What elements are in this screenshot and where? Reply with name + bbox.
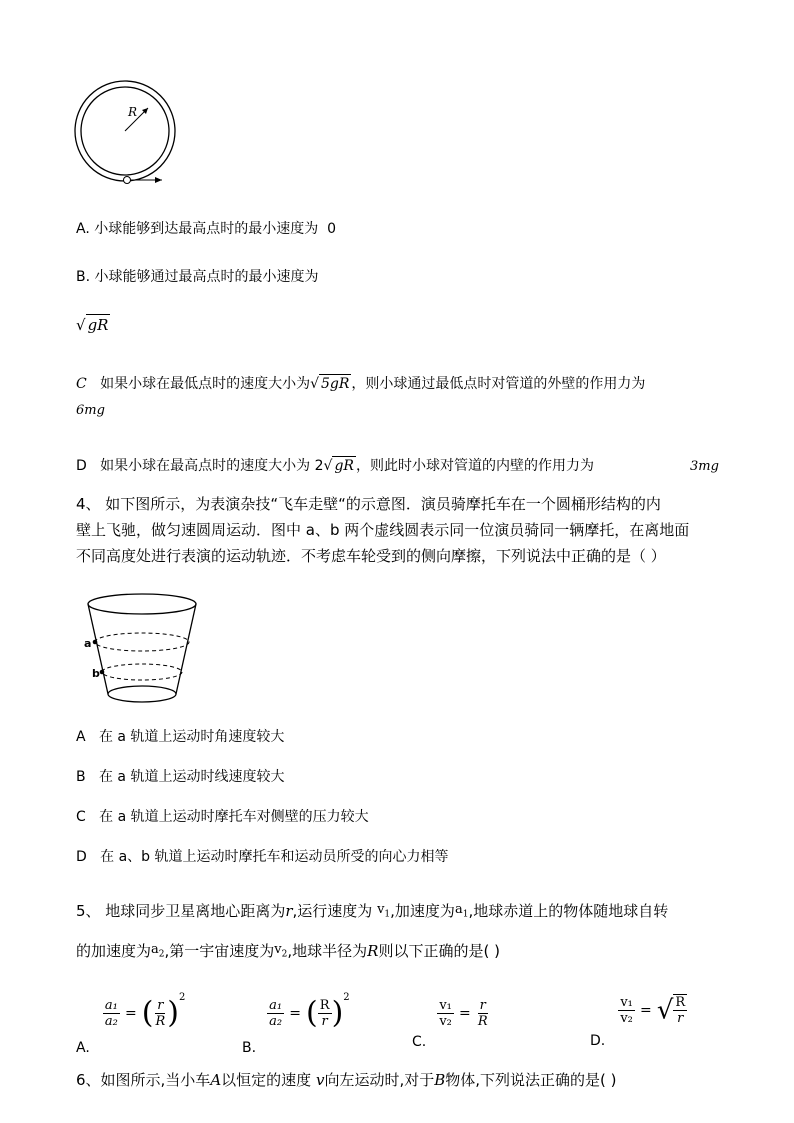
circular-tube-figure bbox=[70, 76, 180, 190]
q5-option-b: B. $\frac{\text{a₁}}{\text{a₂}}$ = ( $\frac{R}{r}$ )$^2$ bbox=[242, 992, 350, 1056]
q4-line-3: 不同高度处进行表演的运动轨迹．不考虑车轮受到的侧向摩擦，下列说法中正确的是（ ） bbox=[76, 547, 666, 565]
q5-line-2: 的加速度为$a_2$,第一宇宙速度为$v_2$,地球半径为R则以下正确的是( ) bbox=[76, 942, 500, 960]
q4-option-d: D 在 a、b 轨道上运动时摩托车和运动员所受的向心力相等 bbox=[76, 849, 449, 865]
q3-option-c-value: 6mg bbox=[76, 403, 105, 418]
q4-line-1: 4、 如下图所示，为表演杂技“飞车走壁“的示意图．演员骑摩托车在一个圆桶形结构的内 bbox=[76, 495, 661, 513]
q4-option-c: C 在 a 轨道上运动时摩托车对侧壁的压力较大 bbox=[76, 809, 369, 825]
label-b: b bbox=[92, 667, 100, 680]
q5-option-a: A. $\frac{\text{a₁}}{\text{a₂}}$ = ( $\frac{r}{R}$ )$^2$ bbox=[76, 992, 186, 1056]
q5-option-c: C. $\frac{\text{v₁}}{\text{v₂}}$ = $\frac{r}{R}$ bbox=[412, 998, 488, 1050]
q4-line-2: 壁上飞驰，做匀速圆周运动．图中 a、b 两个虚线圆表示同一位演员骑同一辆摩托，在离地面 bbox=[76, 521, 690, 539]
q5-line-1: 5、 地球同步卫星离地心距离为r,运行速度为 $v_1$,加速度为$a_1$,地球赤道上的物体随地球自转 bbox=[76, 902, 669, 920]
q3-option-a: A. 小球能够到达最高点时的最小速度为 0 bbox=[76, 221, 337, 237]
radius-label: R bbox=[128, 105, 138, 119]
q4-option-a: A 在 a 轨道上运动时角速度较大 bbox=[76, 729, 285, 745]
q3-option-c: C 如果小球在最低点时的速度大小为√ 5gR ，则小球通过最低点时对管道的外壁的作用力为 bbox=[76, 376, 646, 392]
sqrt-gR: √ gR bbox=[76, 316, 109, 334]
q3-option-d: D 如果小球在最高点时的速度大小为 2√ gR ，则此时小球对管道的内壁的作用力为 bbox=[76, 458, 594, 474]
q6-line-1: 6、如图所示,当小车A以恒定的速度 v向左运动时,对于B物体,下列说法正确的是( ) bbox=[76, 1071, 617, 1089]
label-a: a bbox=[84, 637, 92, 650]
q5-option-d: D. $\frac{\text{v₁}}{\text{v₂}}$ = √ $\frac{R}{r}$ bbox=[590, 994, 686, 1049]
q3-option-b: B. 小球能够通过最高点时的最小速度为 bbox=[76, 269, 319, 285]
wall-of-death-figure bbox=[78, 590, 200, 708]
q4-option-b: B 在 a 轨道上运动时线速度较大 bbox=[76, 769, 285, 785]
q3-option-d-value: 3mg bbox=[690, 459, 719, 474]
